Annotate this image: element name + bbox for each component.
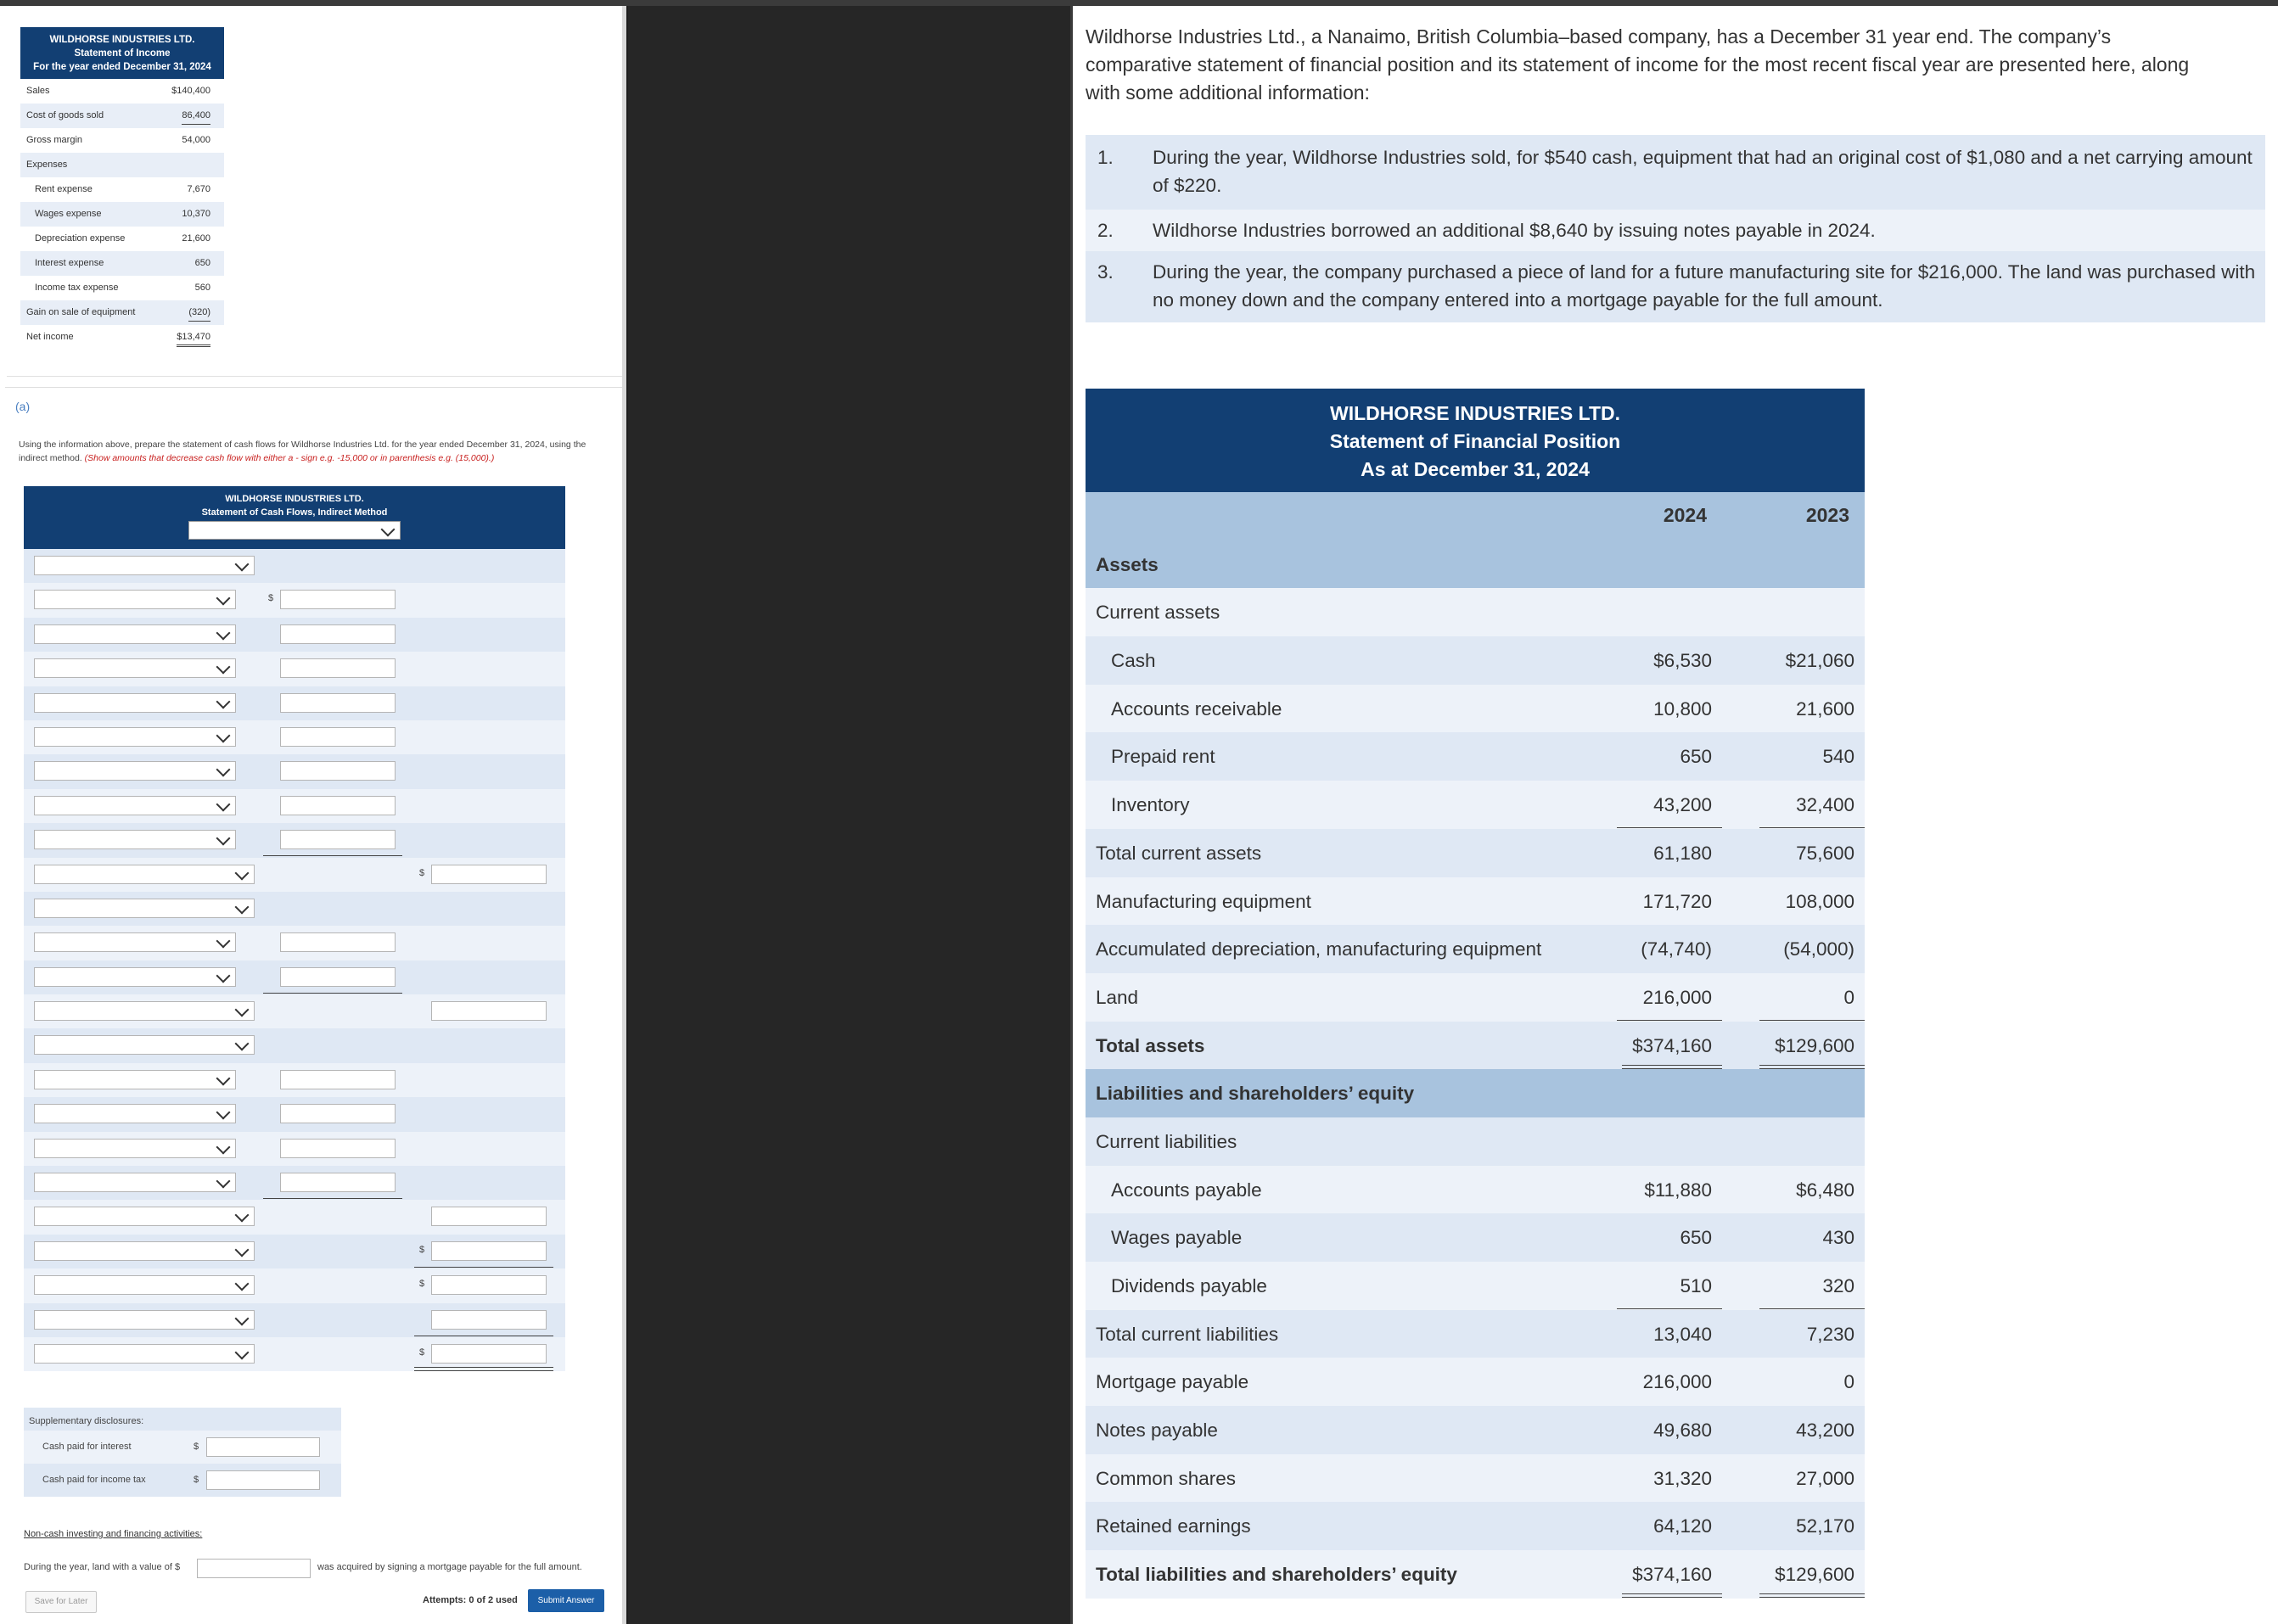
cash-flow-row — [24, 789, 565, 823]
sfp-row — [1086, 1213, 1865, 1262]
income-label: Net income — [26, 332, 74, 342]
line-item-dropdown[interactable] — [34, 1173, 236, 1192]
sfp-label: Prepaid rent — [1111, 746, 1215, 768]
value-2024: 650 — [1680, 1227, 1712, 1249]
underline — [263, 993, 402, 994]
additional-info-list — [1086, 135, 2265, 322]
line-item-dropdown[interactable] — [34, 727, 236, 747]
amount-input[interactable] — [280, 796, 396, 815]
chevron-down-icon — [235, 1208, 250, 1223]
chevron-down-icon — [235, 557, 250, 572]
value-2023: $6,480 — [1796, 1179, 1854, 1201]
cash-flow-row — [24, 1303, 565, 1337]
interest-input[interactable] — [206, 1437, 320, 1457]
dollar-sign: $ — [419, 867, 425, 878]
value-2024: $6,530 — [1653, 650, 1712, 672]
sfp-label: Dividends payable — [1111, 1275, 1267, 1296]
sfp-label: Assets — [1096, 553, 1159, 575]
cash-flow-row — [24, 720, 565, 754]
chevron-down-icon — [235, 1277, 250, 1291]
line-item-dropdown[interactable] — [34, 590, 236, 609]
sfp-label: Accumulated depreciation, manufacturing equipment — [1096, 938, 1542, 960]
chevron-down-icon — [235, 1037, 250, 1051]
top-bar — [0, 0, 2278, 6]
value-2024: 64,120 — [1653, 1515, 1712, 1537]
chevron-down-icon — [216, 728, 231, 742]
chevron-down-icon — [216, 934, 231, 949]
cash-flow-row — [24, 754, 565, 788]
subtotal-input[interactable] — [431, 1310, 547, 1330]
part-a-label: (a) — [15, 400, 31, 413]
cash-flow-row — [24, 1028, 565, 1062]
sfp-label: Cash — [1111, 650, 1156, 672]
cash-flow-row — [24, 1097, 565, 1131]
line-item-dropdown[interactable] — [34, 1310, 255, 1330]
income-row — [20, 227, 224, 251]
income-label: Gross margin — [26, 135, 83, 145]
income-value: 21,600 — [182, 233, 210, 244]
value-2024: 171,720 — [1642, 890, 1712, 912]
value-2024: 61,180 — [1653, 842, 1712, 864]
submit-answer-button[interactable]: Submit Answer — [528, 1589, 604, 1612]
underline — [263, 1198, 402, 1199]
income-row — [20, 177, 224, 202]
item-text: During the year, the company purchased a piece of land for a future manufacturing site for $216,000. The land was purchased with no money down and the company entered into a mortgage payable for the full amount. — [1153, 261, 2256, 311]
income-label: Sales — [26, 86, 50, 96]
income-value: $140,400 — [171, 86, 210, 96]
value-2024: $374,160 — [1632, 1564, 1712, 1586]
value-2023: $21,060 — [1785, 650, 1854, 672]
sfp-row — [1086, 1117, 1865, 1166]
interest-label: Cash paid for interest — [42, 1442, 132, 1452]
value-2023: 43,200 — [1796, 1420, 1854, 1442]
double-underline — [1759, 1593, 1865, 1598]
sfp-row — [1086, 973, 1865, 1022]
sfp-label: Land — [1096, 986, 1139, 1008]
value-2024: 43,200 — [1653, 794, 1712, 816]
amount-input[interactable] — [280, 590, 396, 609]
chevron-down-icon — [235, 1242, 250, 1257]
sfp-row — [1086, 1262, 1865, 1310]
sfp-label: Wages payable — [1111, 1227, 1243, 1249]
double-underline — [1622, 1593, 1722, 1598]
sfp-row — [1086, 685, 1865, 733]
value-2024: 650 — [1680, 746, 1712, 768]
sfp-label: Total current liabilities — [1096, 1323, 1279, 1345]
sfp-label: Accounts payable — [1111, 1179, 1262, 1201]
chevron-down-icon — [216, 1071, 231, 1085]
dollar-sign: $ — [419, 1244, 425, 1255]
sfp-header — [1086, 389, 1865, 492]
income-row — [20, 325, 224, 350]
cash-flow-rows — [24, 549, 565, 1371]
cash-flow-row — [24, 994, 565, 1028]
value-2024: $374,160 — [1632, 1034, 1712, 1056]
cash-flow-subtitle: Statement of Cash Flows, Indirect Method — [201, 507, 388, 518]
amount-input[interactable] — [280, 967, 396, 987]
cash-flow-row — [24, 926, 565, 960]
chevron-down-icon — [216, 1174, 231, 1189]
list-item — [1086, 135, 2265, 210]
non-cash-after: was acquired by signing a mortgage payable for the full amount. — [317, 1562, 582, 1572]
dollar-sign: $ — [194, 1475, 199, 1485]
sfp-label: Notes payable — [1096, 1420, 1218, 1442]
income-value: $13,470 — [177, 332, 210, 347]
item-text: During the year, Wildhorse Industries sold, for $540 cash, equipment that had an original cost of $1,080 and a net carrying amount of $220. — [1153, 147, 2253, 196]
income-title-1: WILDHORSE INDUSTRIES LTD. — [49, 35, 195, 45]
save-for-later-button[interactable]: Save for Later — [25, 1591, 97, 1613]
sfp-row — [1086, 877, 1865, 926]
chevron-down-icon — [216, 832, 231, 846]
value-2024: 216,000 — [1642, 1371, 1712, 1393]
sfp-label: Inventory — [1111, 794, 1190, 816]
value-2023: 108,000 — [1785, 890, 1854, 912]
double-underline — [414, 1367, 553, 1371]
line-item-dropdown[interactable] — [34, 1344, 255, 1364]
cash-flow-row — [24, 823, 565, 857]
chevron-down-icon — [216, 968, 231, 983]
question-panel[interactable] — [0, 6, 626, 1624]
cash-flow-row — [24, 1200, 565, 1234]
amount-input[interactable] — [280, 1104, 396, 1123]
income-row — [20, 276, 224, 300]
dollar-sign: $ — [419, 1279, 425, 1290]
item-number: 3. — [1097, 261, 1114, 283]
amount-input[interactable] — [280, 1139, 396, 1158]
sfp-title-2: Statement of Financial Position — [1329, 430, 1621, 452]
income-tax-input[interactable] — [206, 1470, 320, 1490]
sfp-label: Common shares — [1096, 1467, 1237, 1489]
line-item-dropdown[interactable] — [34, 932, 236, 952]
item-text: Wildhorse Industries borrowed an additional $8,640 by issuing notes payable in 2024. — [1153, 220, 1876, 241]
sfp-row — [1086, 1310, 1865, 1358]
chevron-down-icon — [216, 797, 231, 811]
sfp-label: Current assets — [1096, 602, 1220, 624]
line-item-dropdown[interactable] — [34, 761, 236, 781]
cash-flow-row — [24, 583, 565, 617]
value-2023: 52,170 — [1796, 1515, 1854, 1537]
land-value-input[interactable] — [197, 1559, 311, 1578]
value-2023: 75,600 — [1796, 842, 1854, 864]
year-header-row — [1086, 492, 1865, 540]
chevron-down-icon — [216, 591, 231, 606]
financial-position-statement — [1086, 389, 1865, 1599]
line-item-dropdown[interactable] — [34, 1139, 236, 1158]
line-item-dropdown[interactable] — [34, 899, 255, 918]
line-item-dropdown[interactable] — [34, 967, 236, 987]
income-value: (320) — [188, 307, 210, 322]
sfp-row — [1086, 1022, 1865, 1070]
intro-text: Wildhorse Industries Ltd., a Nanaimo, British Columbia–based company, has a December 31 year end. The company’s comparative statement of financial position and its statement of income for the most recent fiscal year are presented here, along with some additional information: — [1086, 25, 2190, 104]
subtotal-input[interactable] — [431, 865, 547, 884]
chevron-down-icon — [235, 899, 250, 914]
line-item-dropdown[interactable] — [34, 693, 236, 713]
subtotal-input[interactable] — [431, 1344, 547, 1364]
amount-input[interactable] — [280, 1070, 396, 1089]
amount-input[interactable] — [280, 658, 396, 678]
cash-flow-row — [24, 858, 565, 892]
cash-flow-header — [24, 486, 565, 549]
cash-flow-row — [24, 618, 565, 652]
cash-flow-row — [24, 686, 565, 720]
sfp-rows — [1086, 540, 1865, 1599]
line-item-dropdown[interactable] — [34, 830, 236, 849]
chevron-down-icon — [235, 1311, 250, 1325]
sfp-label: Manufacturing equipment — [1096, 890, 1311, 912]
income-label: Cost of goods sold — [26, 110, 104, 120]
cash-flow-title: WILDHORSE INDUSTRIES LTD. — [225, 494, 364, 504]
cash-flow-row — [24, 892, 565, 926]
cash-flow-row — [24, 1166, 565, 1200]
line-item-dropdown[interactable] — [34, 624, 236, 644]
income-value: 7,670 — [187, 184, 210, 194]
subtotal-input[interactable] — [431, 1241, 547, 1261]
sfp-row — [1086, 1358, 1865, 1406]
sfp-row — [1086, 732, 1865, 781]
income-label: Depreciation expense — [35, 233, 126, 244]
sfp-label: Total assets — [1096, 1034, 1205, 1056]
income-row — [20, 153, 224, 177]
cash-flow-row — [24, 1268, 565, 1302]
sfp-row — [1086, 1166, 1865, 1214]
amount-input[interactable] — [280, 693, 396, 713]
sfp-row — [1086, 1406, 1865, 1454]
line-item-dropdown[interactable] — [34, 1275, 255, 1295]
chevron-down-icon — [235, 865, 250, 880]
chevron-down-icon — [235, 1345, 250, 1359]
income-label: Interest expense — [35, 258, 104, 268]
chevron-down-icon — [216, 660, 231, 675]
sfp-row — [1086, 1550, 1865, 1599]
value-2023: 0 — [1843, 986, 1854, 1008]
amount-input[interactable] — [280, 932, 396, 952]
income-value: 560 — [194, 283, 210, 293]
value-2024: 49,680 — [1653, 1420, 1712, 1442]
cash-flow-row — [24, 960, 565, 994]
value-2023: 0 — [1843, 1371, 1854, 1393]
value-2023: 540 — [1822, 746, 1854, 768]
list-item — [1086, 251, 2265, 322]
subtotal-input[interactable] — [431, 1001, 547, 1021]
cash-flow-row — [24, 1132, 565, 1166]
instruction-note: (Show amounts that decrease cash flow with either a - sign e.g. -15,000 or in parenthesis e.g. (15,000).) — [84, 453, 495, 463]
income-row — [20, 128, 224, 153]
income-row — [20, 202, 224, 227]
sfp-label: Total current assets — [1096, 842, 1262, 864]
sfp-row — [1086, 1454, 1865, 1503]
line-item-dropdown[interactable] — [34, 1035, 255, 1055]
income-row — [20, 79, 224, 104]
cash-flow-row — [24, 1337, 565, 1371]
value-2024: $11,880 — [1644, 1179, 1712, 1201]
value-2023: 320 — [1822, 1275, 1854, 1296]
line-item-dropdown[interactable] — [34, 658, 236, 678]
sfp-label: Mortgage payable — [1096, 1371, 1249, 1393]
date-line-dropdown[interactable] — [188, 521, 401, 540]
income-statement-header — [20, 27, 224, 79]
double-underline — [1759, 1065, 1865, 1069]
sfp-row — [1086, 925, 1865, 973]
value-2023: $129,600 — [1775, 1564, 1854, 1586]
non-cash-before: During the year, land with a value of $ — [24, 1562, 181, 1572]
line-item-dropdown[interactable] — [34, 1001, 255, 1021]
income-label: Income tax expense — [35, 283, 119, 293]
income-title-2: Statement of Income — [74, 48, 171, 59]
income-value: 86,400 — [182, 110, 210, 125]
income-statement — [20, 27, 224, 350]
double-underline — [1622, 1065, 1722, 1069]
supplementary-disclosures — [24, 1408, 341, 1497]
value-2023: 21,600 — [1796, 697, 1854, 720]
income-label: Expenses — [26, 160, 68, 170]
underline — [263, 855, 402, 856]
line-item-dropdown[interactable] — [34, 1070, 236, 1089]
subtotal-input[interactable] — [431, 1207, 547, 1226]
list-item — [1086, 210, 2265, 251]
income-title-3: For the year ended December 31, 2024 — [33, 62, 211, 72]
sfp-row — [1086, 1069, 1865, 1117]
line-item-dropdown[interactable] — [34, 1207, 255, 1226]
line-item-dropdown[interactable] — [34, 556, 255, 575]
item-number: 2. — [1097, 220, 1114, 241]
reference-panel[interactable] — [1073, 6, 2278, 1624]
value-2024: 10,800 — [1653, 697, 1712, 720]
sfp-row — [1086, 1502, 1865, 1550]
income-value: 650 — [194, 258, 210, 268]
instructions — [19, 438, 613, 465]
cash-flow-row — [24, 1235, 565, 1268]
chevron-down-icon — [381, 523, 396, 537]
sfp-title-3: As at December 31, 2024 — [1361, 458, 1590, 480]
attempts-counter: Attempts: 0 of 2 used — [423, 1595, 518, 1605]
value-2023: 32,400 — [1796, 794, 1854, 816]
line-item-dropdown[interactable] — [34, 796, 236, 815]
amount-input[interactable] — [280, 624, 396, 644]
value-2023: (54,000) — [1783, 938, 1854, 960]
year-2023: 2023 — [1805, 504, 1849, 526]
sfp-label: Current liabilities — [1096, 1130, 1237, 1152]
income-value: 54,000 — [182, 135, 210, 145]
sfp-row — [1086, 829, 1865, 877]
cash-flow-row — [24, 549, 565, 583]
income-statement-box — [7, 14, 623, 377]
income-row — [20, 300, 224, 325]
chevron-down-icon — [235, 1003, 250, 1017]
sfp-row — [1086, 540, 1865, 589]
value-2023: $129,600 — [1775, 1034, 1854, 1056]
income-label: Wages expense — [35, 209, 102, 219]
sfp-label: Accounts receivable — [1111, 697, 1282, 720]
value-2023: 27,000 — [1796, 1467, 1854, 1489]
value-2024: 510 — [1680, 1275, 1712, 1296]
value-2024: 31,320 — [1653, 1467, 1712, 1489]
income-tax-label: Cash paid for income tax — [42, 1475, 146, 1485]
sfp-row — [1086, 588, 1865, 636]
non-cash-text — [24, 1562, 618, 1572]
amount-input[interactable] — [280, 1173, 396, 1192]
sfp-label: Total liabilities and shareholders’ equity — [1096, 1564, 1457, 1586]
supplementary-title: Supplementary disclosures: — [24, 1408, 341, 1431]
item-number: 1. — [1097, 147, 1114, 168]
sfp-title-1: WILDHORSE INDUSTRIES LTD. — [1329, 402, 1620, 424]
sfp-label: Liabilities and shareholders’ equity — [1096, 1083, 1415, 1105]
underline — [414, 1267, 553, 1268]
value-2024: (74,740) — [1641, 938, 1712, 960]
line-item-dropdown[interactable] — [34, 1241, 255, 1261]
value-2024: 216,000 — [1642, 986, 1712, 1008]
chevron-down-icon — [216, 1140, 231, 1154]
value-2023: 430 — [1822, 1227, 1854, 1249]
amount-input[interactable] — [280, 830, 396, 849]
income-label: Rent expense — [35, 184, 93, 194]
dollar-sign: $ — [268, 593, 274, 604]
income-label: Gain on sale of equipment — [26, 307, 136, 317]
income-tax-row — [24, 1464, 341, 1497]
income-value: 10,370 — [182, 209, 210, 219]
sfp-label: Retained earnings — [1096, 1515, 1251, 1537]
dollar-sign: $ — [194, 1442, 199, 1452]
sfp-row — [1086, 636, 1865, 685]
amount-input[interactable] — [280, 727, 396, 747]
subtotal-input[interactable] — [431, 1275, 547, 1295]
income-row — [20, 251, 224, 276]
value-2024: 13,040 — [1653, 1323, 1712, 1345]
amount-input[interactable] — [280, 761, 396, 781]
interest-row — [24, 1431, 341, 1464]
income-rows — [20, 79, 224, 350]
chevron-down-icon — [216, 694, 231, 708]
chevron-down-icon — [216, 763, 231, 777]
line-item-dropdown[interactable] — [34, 865, 255, 884]
sfp-row — [1086, 781, 1865, 829]
line-item-dropdown[interactable] — [34, 1104, 236, 1123]
income-row — [20, 104, 224, 128]
non-cash-title: Non-cash investing and financing activities: — [24, 1529, 203, 1539]
cash-flow-row — [24, 652, 565, 686]
chevron-down-icon — [216, 625, 231, 640]
instruction-text: Using the information above, prepare the statement of cash flows for Wildhorse Industries Ltd. for the year ended December 31, 2024, using the indirect method. — [19, 440, 586, 463]
dollar-sign: $ — [419, 1347, 425, 1358]
chevron-down-icon — [216, 1106, 231, 1120]
year-2024: 2024 — [1663, 504, 1707, 526]
cash-flow-row — [24, 1063, 565, 1097]
split-divider-panel — [626, 6, 1073, 1624]
cash-flow-statement — [24, 486, 565, 1371]
value-2023: 7,230 — [1806, 1323, 1854, 1345]
